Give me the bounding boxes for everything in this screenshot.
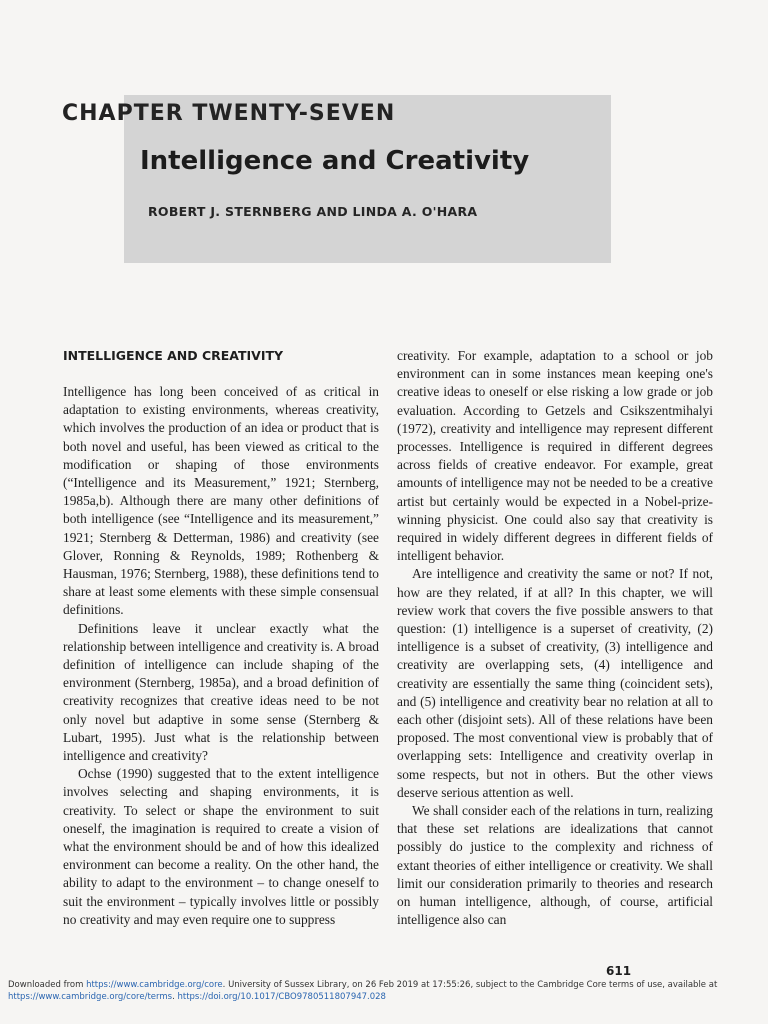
- chapter-title: Intelligence and Creativity: [140, 146, 530, 176]
- paragraph: Ochse (1990) suggested that to the extent intelligence involves selecting and shaping environments, it is creativity. To select or shape the environment to suit oneself, the imagination is required to create a vision of what the environment should be and of how this idealized environment can become a reality. On the other hand, the ability to adapt to the environment – to change oneself to suit the environment – typically involves little or possibly no creativity and may even require one to suppress: [63, 766, 379, 927]
- footer-text: Downloaded from: [8, 980, 87, 990]
- download-footer: [8, 979, 763, 1003]
- left-column: [63, 347, 379, 929]
- paragraph: Definitions leave it unclear exactly what the relationship between intelligence and creativity is. A broad definition of intelligence can include shaping of the environment (Sternberg, 1985a), and a broad definition of creativity recognizes that creative ideas need to be not only novel but adaptive in some sense (Sternberg & Lubart, 1995). Just what is the relationship between intelligence and creativity?: [63, 620, 379, 764]
- doi-link[interactable]: https://doi.org/10.1017/CBO9780511807947.028: [177, 992, 386, 1002]
- page-number: 611: [606, 964, 632, 978]
- footer-text: . University of Sussex Library, on 26 Feb 2019 at 17:55:26, subject to the Cambridge Core terms of use, available at: [222, 980, 718, 990]
- chapter-label: CHAPTER TWENTY-SEVEN: [62, 101, 396, 126]
- terms-link[interactable]: https://www.cambridge.org/core/terms: [8, 992, 173, 1002]
- cambridge-core-link[interactable]: https://www.cambridge.org/core: [86, 980, 223, 990]
- paragraph: We shall consider each of the relations in turn, realizing that these set relations are idealizations that cannot possibly do justice to the complexity and richness of extant theories of either intelligence or creativity. We shall limit our consideration primarily to theories and research on human intelligence, although, of course, artificial intelligence also can: [397, 803, 713, 928]
- footer-separator: .: [172, 992, 178, 1002]
- right-column: [397, 347, 713, 930]
- authors: ROBERT J. STERNBERG AND LINDA A. O'HARA: [148, 204, 478, 219]
- section-heading: INTELLIGENCE AND CREATIVITY: [63, 348, 284, 363]
- paragraph: Are intelligence and creativity the same or not? If not, how are they related, if at all? In this chapter, we will review work that covers the five possible answers to that question: (1) intelligence is a superset of creativity, (2) intelligence is a subset of creativity, (3) intelligence and creativity are overlapping sets, (4) intelligence and creativity are essentially the same thing (coincident sets), and (5) intelligence and creativity bear no relation at all to each other (disjoint sets). All of these relations have been proposed. The most conventional view is probably that of overlapping sets: Intelligence and creativity overlap in some respects, but not in others. But the other views deserve serious attention as well.: [397, 566, 713, 800]
- paragraph: Intelligence has long been conceived of as critical in adaptation to existing environments, whereas creativity, which involves the production of an idea or product that is both novel and useful, has been viewed as critical to the modification or shaping of those environments (“Intelligence and its Measurement,” 1921; Sternberg, 1985a,b). Although there are many other definitions of both intelligence (see “Intelligence and its measurement,” 1921; Sternberg & Detterman, 1986) and creativity (see Glover, Ronning & Reynolds, 1989; Rothenberg & Hausman, 1976; Sternberg, 1988), these definitions tend to share at least some elements with these simple consensual definitions.: [63, 384, 379, 618]
- paragraph: creativity. For example, adaptation to a school or job environment can in some instances mean keeping one's creative ideas to oneself or else risking a low grade or job evaluation. According to Getzels and Csikszentmihalyi (1972), creativity and intelligence may represent different processes. Intelligence is required in different degrees across fields of creative endeavor. For example, great amounts of intelligence may not be needed to be a creative artist but certainly would be expected in a Nobel-prize-winning physicist. One could also say that creativity is required in widely different degrees in different fields of intelligent behavior.: [397, 348, 713, 564]
